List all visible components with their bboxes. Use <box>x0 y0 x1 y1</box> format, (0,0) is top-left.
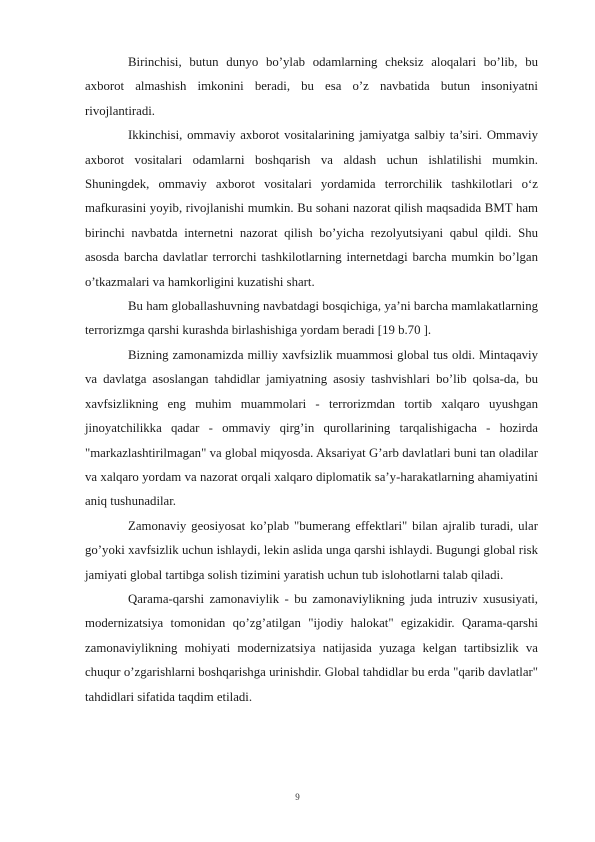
paragraph-geopolitics: Zamonaviy geosiyosat ko’plab "bumerang effektlari" bilan ajralib turadi, ular go’yoki xavfsizlik uchun ishlaydi, lekin aslida unga qarshi ishlaydi. Bugungi global risk jamiyati global tartibga solish tizimini yaratish uchun tub islohotlarni talab qiladi. <box>85 518 538 582</box>
paragraph-counter-modernity: Qarama-qarshi zamonaviylik - bu zamonaviylikning juda intruziv xususiyati, modernizatsiya tomonidan qo’zg’atilgan "ijodiy halokat" egizakidir. Qarama-qarshi zamonaviylikning mohiyati modernizatsiya natijasida yuzaga kelgan tartibsizlik va chuqur o’zgarishlarni boshqarishga urinishdir. Global tahdidlar bu erda "qarib davlatlar" tahdidlari sifatida taqdim etiladi. <box>85 591 538 704</box>
document-body <box>85 50 538 709</box>
paragraph-first: Birinchisi, butun dunyo bo’ylab odamlarning cheksiz aloqalari bo’lib, bu axborot almashish imkonini beradi, bu esa o’z navbatida butun insoniyatni rivojlantiradi. <box>85 55 538 118</box>
paragraph-national-security: Bizning zamonamizda milliy xavfsizlik muammosi global tus oldi. Mintaqaviy va davlatga asoslangan tahdidlar jamiyatning asosiy tashvishlari bo’lib qolsa-da, bu xavfsizlikning eng muhim muammolari - terrorizmdan tortib xalqaro uyushgan jinoyatchilikka qadar - ommaviy qirg’in qurollarining tarqalishigacha - hozirda "markazlashtirilmagan" va global miqyosda. Aksariyat G’arb davlatlari buni tan oladilar va xalqaro yordam va nazorat orqali xalqaro diplomatik sa’y-harakatlarning ahamiyatini aniq tushunadilar. <box>85 347 538 509</box>
paragraph-globalization: Bu ham globallashuvning navbatdagi bosqichiga, ya’ni barcha mamlakatlarning terrorizmga qarshi kurashda birlashishiga yordam beradi [19 b.70 ]. <box>85 299 538 338</box>
paragraph-second: Ikkinchisi, ommaviy axborot vositalarining jamiyatga salbiy ta’siri. Ommaviy axborot vositalari odamlarni boshqarish va aldash uchun ishlatilishi mumkin. Shuningdek, ommaviy axborot vositalari yordamida terrorchilik tashkilotlari o‘z mafkurasini yoyib, rivojlanishi mumkin. Bu sohani nazorat qilish maqsadida BMT ham birinchi navbatda internetni nazorat qilish bo’yicha rezolyutsiyani qabul qildi. Shu asosda barcha davlatlar terrorchi tashkilotlarning internetdagi barcha mumkin bo’lgan o’tkazmalari va hamkorligini kuzatishi shart. <box>85 128 538 289</box>
page-number: 9 <box>295 792 300 802</box>
